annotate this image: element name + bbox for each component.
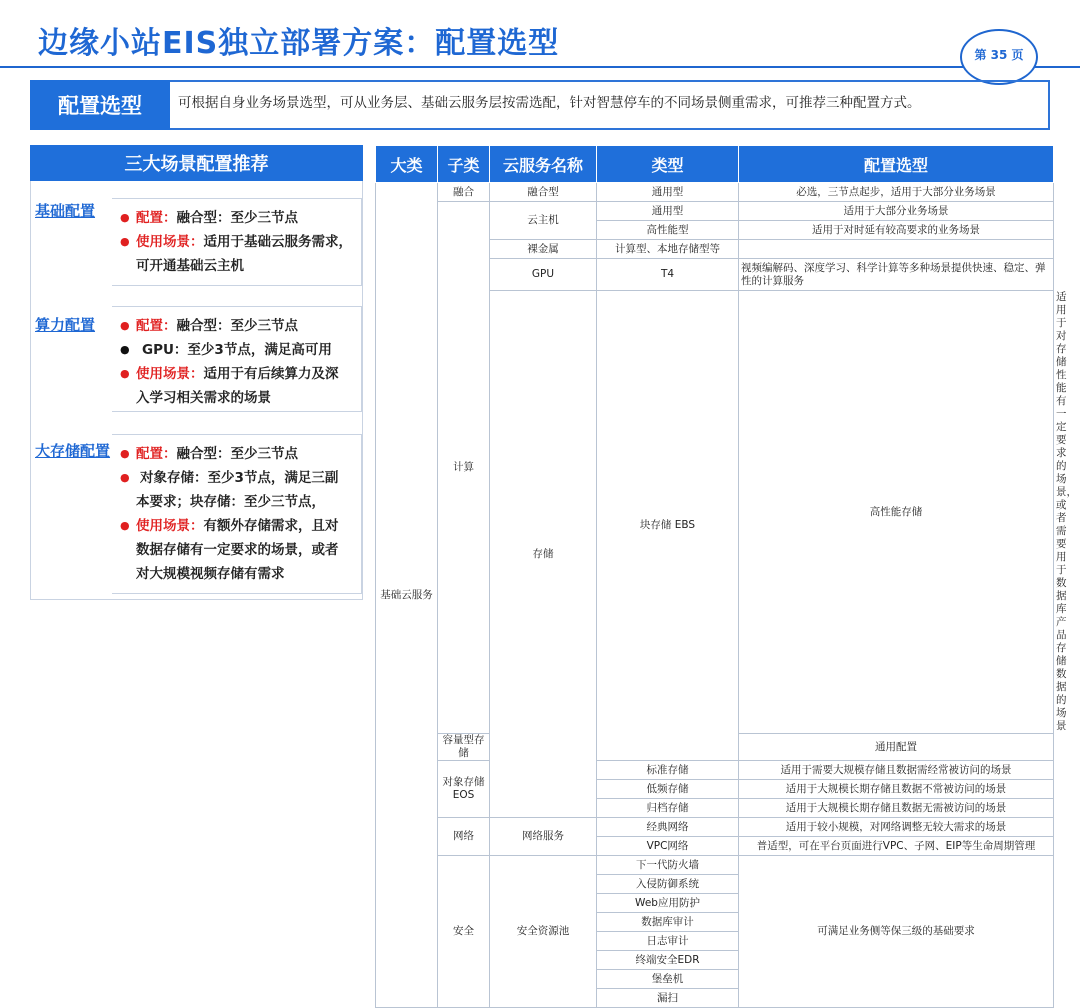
basic-config-label: 基础配置 [35, 202, 96, 220]
type-cell: 低频存储 [597, 780, 739, 799]
category-cell: 基础云服务 [376, 183, 438, 1008]
intro-label: 配置选型 [30, 80, 170, 130]
basic-config-key: 配置： [136, 210, 177, 226]
storage-object-line: 对象存储：至少3节点，满足三副 [140, 470, 339, 486]
type-cell: Web应用防护 [597, 894, 739, 913]
storage-config-label: 大存储配置 [35, 442, 111, 460]
type-cell: 标准存储 [597, 761, 739, 780]
service-cell: 对象存储 EOS [438, 761, 490, 818]
intro-text: 可根据自身业务场景选型，可从业务层、基础云服务层按需选配，针对智慧停车的不同场景侧重需求，可推荐三种配置方式。 [178, 95, 921, 111]
config-cell [739, 240, 1054, 259]
config-table [375, 145, 1077, 1008]
type-cell: 高性能存储 [739, 291, 1054, 734]
type-cell: 数据库审计 [597, 913, 739, 932]
col-header-type: 类型 [597, 146, 739, 183]
col-header-service: 云服务名称 [490, 146, 597, 183]
table-row [376, 183, 1054, 202]
type-cell: 经典网络 [597, 818, 739, 837]
bullet-icon: ● [120, 367, 130, 380]
table-row [376, 818, 1054, 837]
bullet-icon: ● [120, 447, 130, 460]
type-cell: 漏扫 [597, 989, 739, 1008]
col-header-config: 配置选型 [739, 146, 1054, 183]
storage-usage-cont: 数据存储有一定要求的场景，或者 [136, 542, 339, 558]
type-cell: 归档存储 [597, 799, 739, 818]
basic-usage-cont: 可开通基础云主机 [136, 258, 244, 274]
service-cell: GPU [490, 259, 597, 291]
config-cell: 可满足业务侧等保三级的基础要求 [739, 856, 1054, 1008]
table-row [376, 856, 1054, 875]
type-cell: 通用型 [597, 202, 739, 221]
type-cell: 下一代防火墙 [597, 856, 739, 875]
table-header-row [376, 146, 1054, 183]
basic-config-value: 融合型：至少三节点 [176, 210, 298, 226]
type-cell: T4 [597, 259, 739, 291]
storage-usage-cont2: 对大规模视频存储有需求 [136, 566, 285, 582]
service-cell: 网络服务 [490, 818, 597, 856]
service-cell: 裸金属 [490, 240, 597, 259]
storage-block-line: 本要求；块存储：至少三节点， [136, 494, 325, 510]
col-header-category: 大类 [376, 146, 438, 183]
type-cell: 通用型 [597, 183, 739, 202]
scenario-panel-header: 三大场景配置推荐 [30, 145, 363, 181]
storage-config-value: 融合型：至少三节点 [176, 446, 298, 462]
title-divider [0, 66, 1080, 68]
basic-config-box [112, 198, 362, 286]
bullet-icon: ● [120, 319, 130, 332]
config-cell: 视频编解码、深度学习、科学计算等多种场景提供快速、稳定、弹性的计算服务 [739, 259, 1054, 291]
config-cell: 适用于大规模长期存储且数据无需被访问的场景 [739, 799, 1054, 818]
type-cell: 日志审计 [597, 932, 739, 951]
storage-usage-value: 有额外存储需求，且对 [203, 518, 339, 534]
storage-config-box [112, 434, 362, 594]
type-cell: 容量型存储 [438, 734, 490, 761]
basic-usage-value: 适用于基础云服务需求， [203, 234, 352, 250]
bullet-icon: ● [120, 343, 130, 356]
bullet-icon: ● [120, 211, 130, 224]
compute-config-label: 算力配置 [35, 316, 96, 334]
service-cell: 融合型 [490, 183, 597, 202]
config-cell: 适用于较小规模，对网络调整无较大需求的场景 [739, 818, 1054, 837]
page-title: 边缘小站EIS独立部署方案：配置选型 [38, 26, 560, 61]
table-row [376, 202, 1054, 221]
compute-config-value: 融合型：至少三节点 [176, 318, 298, 334]
type-cell: 高性能型 [597, 221, 739, 240]
config-cell: 适用于需要大规模存储且数据需经常被访问的场景 [739, 761, 1054, 780]
service-cell: 安全资源池 [490, 856, 597, 1008]
service-cell: 云主机 [490, 202, 597, 240]
compute-usage-value: 适用于有后续算力及深 [203, 366, 339, 382]
config-cell: 适用于对时延有较高要求的业务场景 [739, 221, 1054, 240]
bullet-icon: ● [120, 471, 130, 484]
storage-config-key: 配置： [136, 446, 177, 462]
compute-usage-cont: 入学习相关需求的场景 [136, 390, 271, 406]
compute-config-key: 配置： [136, 318, 177, 334]
bullet-icon: ● [120, 235, 130, 248]
config-cell: 适用于大部分业务场景 [739, 202, 1054, 221]
subcategory-cell: 网络 [438, 818, 490, 856]
type-cell: 入侵防御系统 [597, 875, 739, 894]
compute-gpu-line: GPU：至少3节点，满足高可用 [142, 342, 332, 358]
type-cell: VPC网络 [597, 837, 739, 856]
page-number-badge [960, 29, 1038, 85]
subcategory-cell: 安全 [438, 856, 490, 1008]
config-cell: 通用配置 [739, 734, 1054, 761]
compute-usage-key: 使用场景： [136, 366, 204, 382]
bullet-icon: ● [120, 519, 130, 532]
type-cell: 堡垒机 [597, 970, 739, 989]
compute-config-box [112, 306, 362, 412]
col-header-subcategory: 子类 [438, 146, 490, 183]
type-cell: 计算型、本地存储型等 [597, 240, 739, 259]
subcategory-cell: 计算 [438, 202, 490, 734]
config-cell: 普适型，可在平台页面进行VPC、子网、EIP等生命周期管理 [739, 837, 1054, 856]
basic-usage-key: 使用场景： [136, 234, 204, 250]
page-number: 第 35 页 [974, 48, 1024, 62]
type-cell: 终端安全EDR [597, 951, 739, 970]
table-row: 存储 块存储 EBS 高性能存储 适用于对存储性能有一定要求的场景，或者需要用于数据库产品存储数据的场景 [376, 291, 1054, 734]
subcategory-cell: 融合 [438, 183, 490, 202]
storage-usage-key: 使用场景： [136, 518, 204, 534]
service-cell: 块存储 EBS [597, 291, 739, 761]
subcategory-cell: 存储 [490, 291, 597, 818]
table-row [376, 761, 1054, 780]
config-cell: 适用于大规模长期存储且数据不常被访问的场景 [739, 780, 1054, 799]
config-cell: 必选，三节点起步，适用于大部分业务场景 [739, 183, 1054, 202]
